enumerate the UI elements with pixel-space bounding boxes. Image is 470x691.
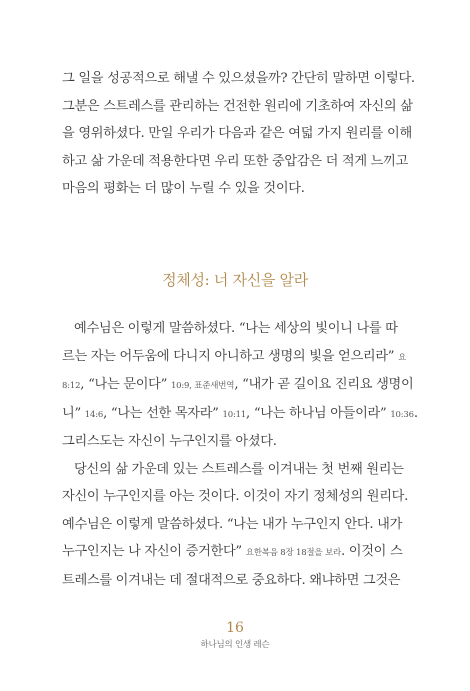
text-line: 트레스를 이겨내는 데 절대적으로 중요하다. 왜냐하면 그것은 — [62, 572, 401, 588]
text-span: . — [413, 405, 418, 421]
text-line: 을 영위하셨다. 만일 우리가 다음과 같은 여덟 가지 원리를 이해 — [62, 126, 412, 141]
text-span: , “나는 하나님 아들이라” — [246, 405, 387, 421]
text-span: 누구인지는 나 자신이 증거한다” — [62, 544, 242, 559]
text-span: . 이것이 스 — [340, 544, 403, 559]
scripture-reference: 8:12 — [62, 381, 81, 391]
scripture-reference: 10:11 — [222, 409, 247, 420]
text-line — [62, 405, 418, 424]
text-line: 당신의 삶 가운데 있는 스트레스를 이겨내는 첫 번째 원리는 — [74, 461, 404, 477]
text-line: 그분은 스트레스를 관리하는 건전한 원리에 기초하여 자신의 삶 — [62, 98, 413, 114]
text-line: 자신이 누구인지를 아는 것이다. 이것이 자기 정체성의 원리다. — [62, 489, 409, 504]
scripture-reference: 요 — [398, 352, 407, 363]
scripture-reference: 10:9, 표준새번역 — [170, 381, 235, 391]
text-line: 예수님은 이렇게 말씀하셨다. “나는 세상의 빛이니 나를 따 — [74, 321, 398, 336]
section-heading: 정체성: 너 자신을 알라 — [162, 271, 308, 289]
text-span: 니” — [62, 405, 81, 421]
scripture-reference: 14:6 — [84, 409, 104, 420]
text-line: 그 일을 성공적으로 해낼 수 있으셨을까? 간단히 말하면 이렇다. — [62, 71, 415, 86]
body-text — [62, 320, 418, 599]
scripture-reference: 요한복음 8장 18절을 보라 — [245, 548, 341, 558]
text-line: 그리스도는 자신이 누구인지를 아셨다. — [62, 434, 277, 449]
book-title: 하나님의 인생 레슨 — [200, 640, 270, 650]
text-span: 르는 자는 어두움에 다니지 아니하고 생명의 빛을 얻으리라” — [62, 348, 395, 364]
text-line: 예수님은 이렇게 말씀하셨다. “나는 내가 누구인지 안다. 내가 — [62, 516, 403, 532]
text-line: 하고 삶 가운데 적용한다면 우리 또한 중압감은 더 적게 느끼고 — [62, 153, 409, 169]
text-span: , “내가 곧 길이요 진리요 생명이 — [234, 377, 414, 392]
text-span: , “나는 문이다” — [80, 377, 168, 392]
text-line — [62, 543, 410, 562]
text-span: , “나는 선한 목자라” — [103, 405, 219, 421]
intro-paragraph — [62, 70, 415, 208]
text-line — [62, 376, 414, 395]
text-line — [62, 348, 410, 367]
page-number: 16 — [226, 620, 244, 636]
scripture-reference: 10:36 — [390, 409, 414, 420]
text-line: 마음의 평화는 더 많이 누릴 수 있을 것이다. — [62, 181, 305, 196]
